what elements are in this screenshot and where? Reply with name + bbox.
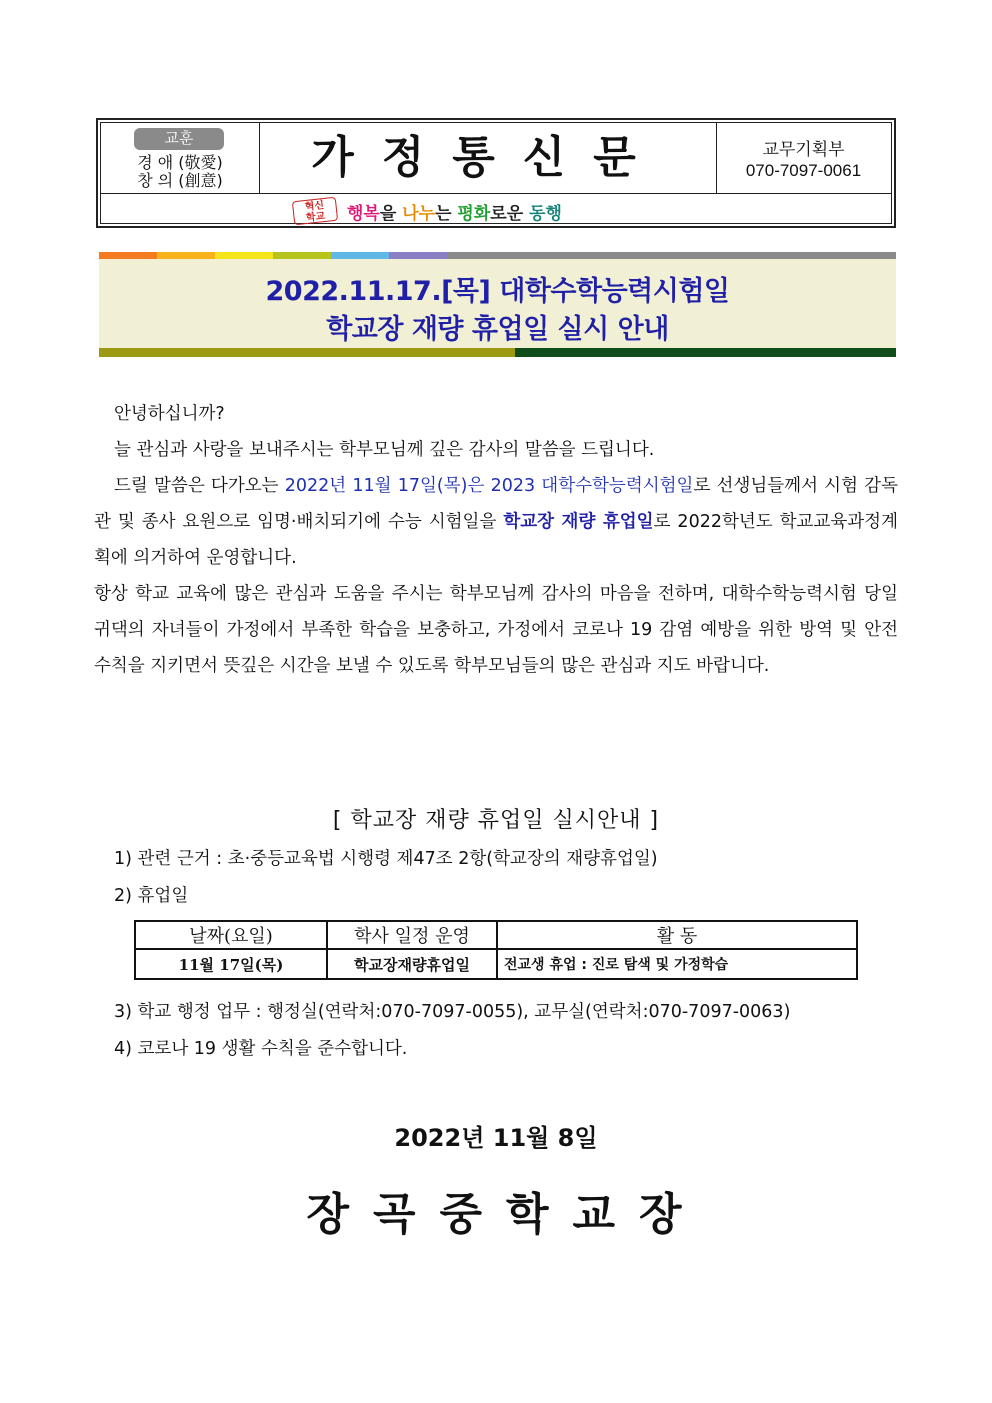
section-item-3: 3) 학교 행정 업무 : 행정실(연락처:070-7097-0055), 교무실(연락처:070-7097-0063) <box>114 1002 791 1022</box>
table-header-date: 날짜(요일) <box>135 921 327 949</box>
department-name: 교무기획부 <box>762 140 845 159</box>
banner-bottom-stripe <box>99 348 896 357</box>
table-header-activity: 활 동 <box>497 921 857 949</box>
notice-text-c: 로 선생님들께서 시험 감독관 및 종사 요원으로 임명·배치되기에 수능 시험일을 <box>94 476 898 532</box>
section-item-4: 4) 코로나 19 생활 수칙을 준수합니다. <box>114 1039 408 1059</box>
motto-line-1: 경 애 (敬愛) <box>137 153 223 172</box>
logo-text-2: 학교 <box>305 210 326 224</box>
banner-top-stripe <box>99 252 896 259</box>
banner-line-1: 2022.11.17.[목] 대학수학능력시험일 <box>265 276 730 307</box>
school-slogan <box>293 199 562 223</box>
newsletter-header <box>96 118 896 228</box>
section-item-1: 1) 관련 근거 : 초·중등교육법 시행령 제47조 2항(학교장의 재량휴업일) <box>114 849 658 869</box>
slogan-word-companion: 동행 <box>529 203 562 224</box>
holiday-highlight: 학교장 재량 휴업일 <box>503 512 654 532</box>
exam-date-highlight: 2022년 11월 17일(목)은 2023 대학수학능력시험일 <box>284 476 694 496</box>
section-item-2: 2) 휴업일 <box>114 886 189 906</box>
slogan-word-peace: 평화 <box>457 203 491 224</box>
table-row <box>135 949 857 979</box>
stripe-gray <box>447 252 896 259</box>
stripe-orange <box>99 252 157 259</box>
newsletter-title: 가정통신문 <box>311 132 664 183</box>
department-cell <box>716 123 891 193</box>
slogan-particle-1: 을 <box>379 203 403 224</box>
department-phone: 070-7097-0061 <box>745 161 862 180</box>
principal-signature: 장곡중학교장 <box>306 1189 706 1240</box>
stripe-olive <box>99 348 515 357</box>
notice-text-e: 로 2022학년도 학교교육과정계획에 의거하여 운영합니다. <box>94 512 898 568</box>
banner-line-2: 학교장 재량 휴업일 실시 안내 <box>326 314 669 345</box>
notice-paragraph <box>94 468 898 576</box>
title-cell <box>259 123 717 193</box>
table-cell-activity: 전교생 휴업 : 진로 탐색 및 가정학습 <box>497 949 857 979</box>
table-header-row <box>135 921 857 949</box>
motto-line-2: 창 의 (創意) <box>137 171 223 190</box>
table-cell-date: 11월 17일(목) <box>135 949 327 979</box>
stripe-dark-green <box>515 348 896 357</box>
table-header-schedule: 학사 일정 운영 <box>327 921 497 949</box>
section-title: [ 학교장 재량 휴업일 실시안내 ] <box>332 808 660 833</box>
header-inner-frame <box>100 122 892 224</box>
motto-badge: 교훈 <box>134 128 224 150</box>
stripe-yellow <box>215 252 273 259</box>
logo-text-1: 혁신 <box>304 200 325 214</box>
slogan-particle-2: 는 <box>435 203 458 224</box>
header-slogan-row <box>101 193 891 227</box>
slogan-word-share: 나누 <box>402 203 436 224</box>
slogan-word-happiness: 행복 <box>347 203 380 224</box>
notice-text-a: 드릴 말씀은 다가오는 <box>114 476 285 496</box>
stripe-lime <box>273 252 331 259</box>
table-cell-schedule: 학교장재량휴업일 <box>327 949 497 979</box>
school-motto-cell <box>101 123 260 193</box>
request-paragraph: 항상 학교 교육에 많은 관심과 도움을 주시는 학부모님께 감사의 마음을 전하며, 대학수학능력시험 당일 귀댁의 자녀들이 가정에서 부족한 학습을 보충하고, 가정에서 코로나 19 감염 예방을 위한 방역 및 안전 수칙을 지키면서 뜻깊은 시간을 보낼 수 있도록 학부모님들의 많은 관심과 지도 바랍니다. <box>94 584 898 676</box>
stripe-sky <box>331 252 389 259</box>
innovation-school-logo <box>292 197 338 225</box>
notice-banner <box>99 259 896 348</box>
stripe-amber <box>157 252 215 259</box>
header-top-row <box>101 123 891 194</box>
stripe-violet <box>389 252 447 259</box>
greeting-paragraph: 안녕하십니까? <box>114 404 225 424</box>
issue-date: 2022년 11월 8일 <box>394 1124 598 1152</box>
thanks-paragraph: 늘 관심과 사랑을 보내주시는 학부모님께 깊은 감사의 말씀을 드립니다. <box>114 440 655 460</box>
holiday-schedule-table <box>134 920 858 980</box>
slogan-particle-3: 로운 <box>490 203 530 224</box>
